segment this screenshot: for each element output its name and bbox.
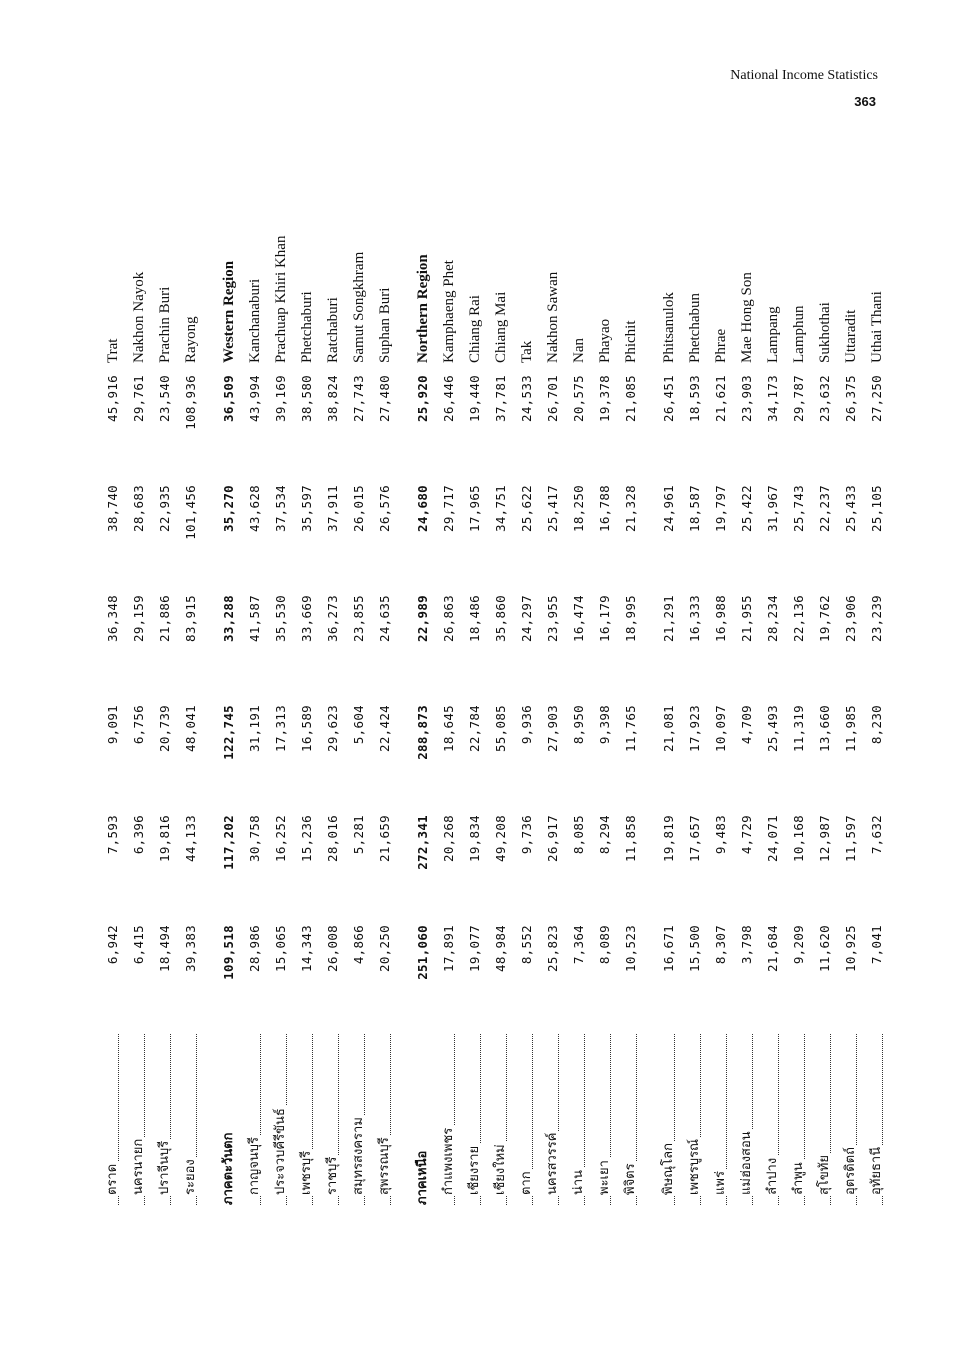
value-cell-col1: 251,060	[415, 925, 430, 980]
province-label-thai: เชียงใหม่	[493, 1144, 508, 1195]
value-cell-col4: 21,955	[739, 595, 754, 642]
province-label-thai: แม่ฮ่องสอน	[739, 1131, 754, 1195]
running-header-title: National Income Statistics	[730, 68, 878, 83]
value-cell-col2: 9,736	[519, 815, 534, 855]
value-cell-col1: 8,552	[519, 925, 534, 965]
value-cell-col6: 19,378	[597, 375, 612, 422]
province-name-english: Chiang Rai	[467, 295, 483, 363]
province-name-english: Trat	[105, 338, 121, 363]
table-row	[786, 85, 812, 1205]
value-cell-col5: 43,628	[247, 485, 262, 532]
value-cell-col5: 22,237	[817, 485, 832, 532]
value-cell-col4: 36,273	[325, 595, 340, 642]
value-cell-col2: 117,202	[221, 815, 236, 870]
value-cell-col2: 26,917	[545, 815, 560, 862]
value-cell-col3: 10,097	[713, 705, 728, 752]
province-name-english: Chiang Mai	[493, 291, 509, 363]
value-cell-col1: 25,823	[545, 925, 560, 972]
value-cell-col6: 19,440	[467, 375, 482, 422]
province-name-english: Kanchanaburi	[247, 278, 263, 363]
province-name-thai	[100, 1030, 126, 1205]
value-cell-col4: 24,297	[519, 595, 534, 642]
table-row	[734, 85, 760, 1205]
value-cell-col6: 23,903	[739, 375, 754, 422]
value-cell-col3: 4,709	[739, 705, 754, 745]
province-name-thai	[734, 1030, 760, 1205]
value-cell-col5: 17,965	[467, 485, 482, 532]
table-row	[100, 85, 126, 1205]
table-row	[618, 85, 644, 1205]
province-label-thai: พิษณุโลก	[661, 1142, 676, 1195]
value-cell-col4: 23,955	[545, 595, 560, 642]
table-row	[346, 85, 372, 1205]
value-cell-col4: 16,333	[687, 595, 702, 642]
value-cell-col1: 20,250	[377, 925, 392, 972]
value-cell-col2: 12,987	[817, 815, 832, 862]
province-name-thai	[760, 1030, 786, 1205]
province-name-english: Phichit	[623, 320, 639, 363]
value-cell-col3: 9,936	[519, 705, 534, 745]
value-cell-col2: 7,632	[869, 815, 884, 855]
value-cell-col6: 21,621	[713, 375, 728, 422]
value-cell-col1: 14,343	[299, 925, 314, 972]
value-cell-col4: 23,906	[843, 595, 858, 642]
value-cell-col5: 19,797	[713, 485, 728, 532]
table-row	[320, 85, 346, 1205]
value-cell-col4: 18,995	[623, 595, 638, 642]
value-cell-col1: 15,500	[687, 925, 702, 972]
table-row	[294, 85, 320, 1205]
province-name-english: Lampang	[765, 306, 781, 363]
value-cell-col1: 6,942	[105, 925, 120, 965]
province-name-thai	[864, 1030, 890, 1205]
value-cell-col2: 10,168	[791, 815, 806, 862]
value-cell-col1: 15,065	[273, 925, 288, 972]
value-cell-col3: 13,660	[817, 705, 832, 752]
value-cell-col3: 22,424	[377, 705, 392, 752]
table-row	[436, 85, 462, 1205]
table-row	[462, 85, 488, 1205]
value-cell-col4: 35,860	[493, 595, 508, 642]
table-row	[838, 85, 864, 1205]
value-cell-col2: 15,236	[299, 815, 314, 862]
value-cell-col5: 25,622	[519, 485, 534, 532]
region-row	[410, 85, 436, 1205]
province-name-thai	[786, 1030, 812, 1205]
province-label-thai: เพชรบูรณ์	[687, 1138, 702, 1195]
value-cell-col5: 38,740	[105, 485, 120, 532]
value-cell-col6: 36,509	[221, 375, 236, 422]
value-cell-col5: 25,422	[739, 485, 754, 532]
value-cell-col1: 8,307	[713, 925, 728, 965]
province-label-thai: ตราด	[105, 1163, 120, 1195]
value-cell-col3: 55,085	[493, 705, 508, 752]
province-name-thai	[488, 1030, 514, 1205]
value-cell-col1: 10,523	[623, 925, 638, 972]
table-row	[592, 85, 618, 1205]
province-name-english: Uttaradit	[843, 309, 859, 363]
value-cell-col5: 24,961	[661, 485, 676, 532]
table-row	[488, 85, 514, 1205]
value-cell-col3: 48,041	[183, 705, 198, 752]
value-cell-col5: 16,788	[597, 485, 612, 532]
value-cell-col4: 23,239	[869, 595, 884, 642]
value-cell-col3: 288,873	[415, 705, 430, 760]
value-cell-col6: 21,085	[623, 375, 638, 422]
value-cell-col3: 17,313	[273, 705, 288, 752]
table-row	[812, 85, 838, 1205]
province-name-english: Western Region	[221, 260, 237, 363]
value-cell-col5: 28,683	[131, 485, 146, 532]
value-cell-col4: 16,179	[597, 595, 612, 642]
province-name-thai	[514, 1030, 540, 1205]
province-label-thai: เพชรบุรี	[299, 1150, 314, 1195]
province-label-thai: ราชบุรี	[325, 1156, 340, 1195]
table-row	[656, 85, 682, 1205]
value-cell-col2: 19,819	[661, 815, 676, 862]
value-cell-col4: 35,530	[273, 595, 288, 642]
value-cell-col4: 22,989	[415, 595, 430, 642]
table-row	[514, 85, 540, 1205]
value-cell-col5: 22,935	[157, 485, 172, 532]
value-cell-col2: 272,341	[415, 815, 430, 870]
province-name-thai	[268, 1030, 294, 1205]
province-name-thai	[216, 1030, 242, 1205]
value-cell-col1: 9,209	[791, 925, 806, 965]
table-row	[178, 85, 204, 1205]
province-label-thai: แพร่	[713, 1171, 728, 1195]
value-cell-col2: 11,858	[623, 815, 638, 862]
value-cell-col4: 83,915	[183, 595, 198, 642]
value-cell-col4: 18,486	[467, 595, 482, 642]
value-cell-col5: 29,717	[441, 485, 456, 532]
value-cell-col3: 17,923	[687, 705, 702, 752]
value-cell-col5: 21,328	[623, 485, 638, 532]
value-cell-col1: 26,008	[325, 925, 340, 972]
province-label-thai: กำแพงเพชร	[441, 1127, 456, 1195]
value-cell-col6: 45,916	[105, 375, 120, 422]
province-name-thai	[462, 1030, 488, 1205]
rotated-table	[100, 85, 890, 1205]
value-cell-col3: 6,756	[131, 705, 146, 745]
value-cell-col3: 9,398	[597, 705, 612, 745]
value-cell-col4: 33,288	[221, 595, 236, 642]
province-label-thai: ภาคตะวันตก	[221, 1132, 236, 1205]
value-cell-col5: 25,105	[869, 485, 884, 532]
value-cell-col2: 5,281	[351, 815, 366, 855]
province-label-thai: สุโขทัย	[817, 1155, 832, 1195]
value-cell-col6: 38,580	[299, 375, 314, 422]
value-cell-col5: 25,417	[545, 485, 560, 532]
value-cell-col3: 22,784	[467, 705, 482, 752]
value-cell-col5: 18,587	[687, 485, 702, 532]
value-cell-col4: 26,863	[441, 595, 456, 642]
province-name-thai	[812, 1030, 838, 1205]
value-cell-col4: 23,855	[351, 595, 366, 642]
province-name-thai	[566, 1030, 592, 1205]
table-row	[864, 85, 890, 1205]
region-row	[216, 85, 242, 1205]
province-name-thai	[126, 1030, 152, 1205]
value-cell-col3: 8,950	[571, 705, 586, 745]
value-cell-col5: 26,015	[351, 485, 366, 532]
province-label-thai: กาญจนบุรี	[247, 1137, 262, 1195]
province-name-thai	[294, 1030, 320, 1205]
province-name-english: Tak	[519, 340, 535, 363]
value-cell-col6: 18,593	[687, 375, 702, 422]
table-row	[126, 85, 152, 1205]
province-name-english: Northern Region	[415, 254, 431, 363]
province-name-english: Prachuap Khiri Khan	[273, 235, 289, 363]
province-name-thai	[320, 1030, 346, 1205]
province-name-english: Suphan Buri	[377, 287, 393, 363]
value-cell-col4: 21,291	[661, 595, 676, 642]
province-name-english: Uthai Thani	[869, 291, 885, 363]
value-cell-col1: 21,684	[765, 925, 780, 972]
value-cell-col1: 48,984	[493, 925, 508, 972]
province-name-english: Ratchaburi	[325, 297, 341, 363]
province-label-thai: นครนายก	[131, 1138, 146, 1195]
value-cell-col2: 11,597	[843, 815, 858, 862]
value-cell-col3: 9,091	[105, 705, 120, 745]
table-row	[708, 85, 734, 1205]
value-cell-col2: 19,834	[467, 815, 482, 862]
value-cell-col1: 4,866	[351, 925, 366, 965]
province-name-thai	[152, 1030, 178, 1205]
value-cell-col6: 26,701	[545, 375, 560, 422]
table-row	[566, 85, 592, 1205]
province-name-english: Kamphaeng Phet	[441, 260, 457, 363]
province-label-thai: ประจวบคีรีขันธ์	[273, 1108, 288, 1195]
value-cell-col3: 11,319	[791, 705, 806, 752]
value-cell-col2: 7,593	[105, 815, 120, 855]
table-row	[152, 85, 178, 1205]
value-cell-col1: 11,620	[817, 925, 832, 972]
value-cell-col6: 29,761	[131, 375, 146, 422]
table-row	[372, 85, 398, 1205]
value-cell-col2: 19,816	[157, 815, 172, 862]
value-cell-col6: 34,173	[765, 375, 780, 422]
value-cell-col6: 38,824	[325, 375, 340, 422]
province-name-english: Samut Songkhram	[351, 251, 367, 363]
value-cell-col4: 16,988	[713, 595, 728, 642]
value-cell-col5: 31,967	[765, 485, 780, 532]
value-cell-col4: 33,669	[299, 595, 314, 642]
value-cell-col2: 4,729	[739, 815, 754, 855]
value-cell-col2: 20,268	[441, 815, 456, 862]
value-cell-col5: 25,433	[843, 485, 858, 532]
value-cell-col5: 26,576	[377, 485, 392, 532]
value-cell-col3: 5,604	[351, 705, 366, 745]
value-cell-col2: 44,133	[183, 815, 198, 862]
value-cell-col5: 35,597	[299, 485, 314, 532]
value-cell-col3: 27,903	[545, 705, 560, 752]
value-cell-col4: 41,587	[247, 595, 262, 642]
province-label-thai: พะเยา	[597, 1160, 612, 1195]
province-name-thai	[708, 1030, 734, 1205]
province-name-english: Sukhothai	[817, 302, 833, 363]
province-label-thai: น่าน	[571, 1169, 586, 1195]
province-label-thai: อุทัยธานี	[869, 1146, 884, 1195]
value-cell-col1: 10,925	[843, 925, 858, 972]
province-label-thai: นครสวรรค์	[545, 1132, 560, 1195]
value-cell-col4: 24,635	[377, 595, 392, 642]
province-label-thai: สมุทรสงคราม	[351, 1117, 366, 1195]
value-cell-col6: 43,994	[247, 375, 262, 422]
value-cell-col3: 8,230	[869, 705, 884, 745]
value-cell-col2: 24,071	[765, 815, 780, 862]
value-cell-col3: 18,645	[441, 705, 456, 752]
value-cell-col6: 37,781	[493, 375, 508, 422]
province-label-thai: เชียงราย	[467, 1145, 482, 1195]
value-cell-col6: 29,787	[791, 375, 806, 422]
value-cell-col5: 37,911	[325, 485, 340, 532]
value-cell-col1: 39,383	[183, 925, 198, 972]
value-cell-col4: 21,886	[157, 595, 172, 642]
province-name-thai	[372, 1030, 398, 1205]
province-label-thai: ลำปาง	[765, 1157, 780, 1195]
value-cell-col5: 35,270	[221, 485, 236, 532]
province-name-english: Phitsanulok	[661, 292, 677, 363]
value-cell-col2: 9,483	[713, 815, 728, 855]
province-name-english: Lamphun	[791, 305, 807, 363]
value-cell-col5: 101,456	[183, 485, 198, 540]
value-cell-col6: 108,936	[183, 375, 198, 430]
value-cell-col4: 29,159	[131, 595, 146, 642]
province-name-thai	[178, 1030, 204, 1205]
value-cell-col3: 25,493	[765, 705, 780, 752]
province-label-thai: ลำพูน	[791, 1162, 806, 1195]
province-name-thai	[838, 1030, 864, 1205]
province-name-english: Nan	[571, 338, 587, 363]
province-label-thai: ภาคเหนือ	[415, 1150, 430, 1205]
value-cell-col2: 8,294	[597, 815, 612, 855]
value-cell-col3: 16,589	[299, 705, 314, 752]
value-cell-col5: 24,680	[415, 485, 430, 532]
value-cell-col6: 27,250	[869, 375, 884, 422]
value-cell-col5: 37,534	[273, 485, 288, 532]
province-name-thai	[410, 1030, 436, 1205]
value-cell-col2: 6,396	[131, 815, 146, 855]
value-cell-col6: 27,743	[351, 375, 366, 422]
province-name-thai	[618, 1030, 644, 1205]
value-cell-col3: 122,745	[221, 705, 236, 760]
table-row	[242, 85, 268, 1205]
value-cell-col2: 28,016	[325, 815, 340, 862]
table-row	[540, 85, 566, 1205]
value-cell-col3: 21,081	[661, 705, 676, 752]
province-label-thai: อุตรดิตถ์	[843, 1147, 858, 1195]
value-cell-col5: 34,751	[493, 485, 508, 532]
value-cell-col4: 28,234	[765, 595, 780, 642]
value-cell-col1: 7,364	[571, 925, 586, 965]
value-cell-col2: 49,208	[493, 815, 508, 862]
value-cell-col4: 36,348	[105, 595, 120, 642]
province-name-english: Phetchabun	[687, 293, 703, 363]
value-cell-col6: 39,169	[273, 375, 288, 422]
value-cell-col3: 20,739	[157, 705, 172, 752]
value-cell-col1: 28,986	[247, 925, 262, 972]
value-cell-col1: 7,041	[869, 925, 884, 965]
value-cell-col3: 11,985	[843, 705, 858, 752]
province-name-english: Phetchaburi	[299, 291, 315, 363]
value-cell-col1: 18,494	[157, 925, 172, 972]
value-cell-col1: 6,415	[131, 925, 146, 965]
province-label-thai: สุพรรณบุรี	[377, 1137, 392, 1195]
page-number: 363	[854, 94, 876, 109]
province-label-thai: ปราจีนบุรี	[157, 1140, 172, 1195]
value-cell-col4: 22,136	[791, 595, 806, 642]
province-label-thai: ตาก	[519, 1171, 534, 1195]
value-cell-col1: 3,798	[739, 925, 754, 965]
value-cell-col6: 24,533	[519, 375, 534, 422]
table-row	[268, 85, 294, 1205]
value-cell-col6: 26,451	[661, 375, 676, 422]
value-cell-col6: 26,375	[843, 375, 858, 422]
value-cell-col3: 29,623	[325, 705, 340, 752]
value-cell-col2: 21,659	[377, 815, 392, 862]
province-name-english: Prachin Buri	[157, 286, 173, 363]
province-name-english: Rayong	[183, 316, 199, 363]
table-row	[760, 85, 786, 1205]
value-cell-col4: 16,474	[571, 595, 586, 642]
province-name-english: Nakhon Nayok	[131, 271, 147, 363]
province-label-thai: พิจิตร	[623, 1163, 638, 1195]
value-cell-col1: 19,077	[467, 925, 482, 972]
province-name-english: Mae Hong Son	[739, 272, 755, 363]
value-cell-col2: 8,085	[571, 815, 586, 855]
value-cell-col6: 23,632	[817, 375, 832, 422]
value-cell-col5: 18,250	[571, 485, 586, 532]
value-cell-col6: 23,540	[157, 375, 172, 422]
value-cell-col6: 25,920	[415, 375, 430, 422]
province-name-english: Phayao	[597, 318, 613, 363]
value-cell-col4: 19,762	[817, 595, 832, 642]
value-cell-col2: 16,252	[273, 815, 288, 862]
value-cell-col1: 8,089	[597, 925, 612, 965]
value-cell-col3: 11,765	[623, 705, 638, 752]
province-name-thai	[592, 1030, 618, 1205]
province-name-thai	[682, 1030, 708, 1205]
table-row	[682, 85, 708, 1205]
value-cell-col3: 31,191	[247, 705, 262, 752]
value-cell-col2: 30,758	[247, 815, 262, 862]
province-name-thai	[540, 1030, 566, 1205]
province-name-english: Phrae	[713, 328, 729, 363]
value-cell-col6: 26,446	[441, 375, 456, 422]
province-name-thai	[436, 1030, 462, 1205]
province-name-english: Nakhon Sawan	[545, 271, 561, 363]
value-cell-col1: 17,891	[441, 925, 456, 972]
province-name-thai	[242, 1030, 268, 1205]
value-cell-col2: 17,657	[687, 815, 702, 862]
value-cell-col5: 25,743	[791, 485, 806, 532]
province-name-thai	[656, 1030, 682, 1205]
province-label-thai: ระยอง	[183, 1159, 198, 1195]
value-cell-col1: 16,671	[661, 925, 676, 972]
province-name-thai	[346, 1030, 372, 1205]
value-cell-col1: 109,518	[221, 925, 236, 980]
value-cell-col6: 20,575	[571, 375, 586, 422]
value-cell-col6: 27,480	[377, 375, 392, 422]
